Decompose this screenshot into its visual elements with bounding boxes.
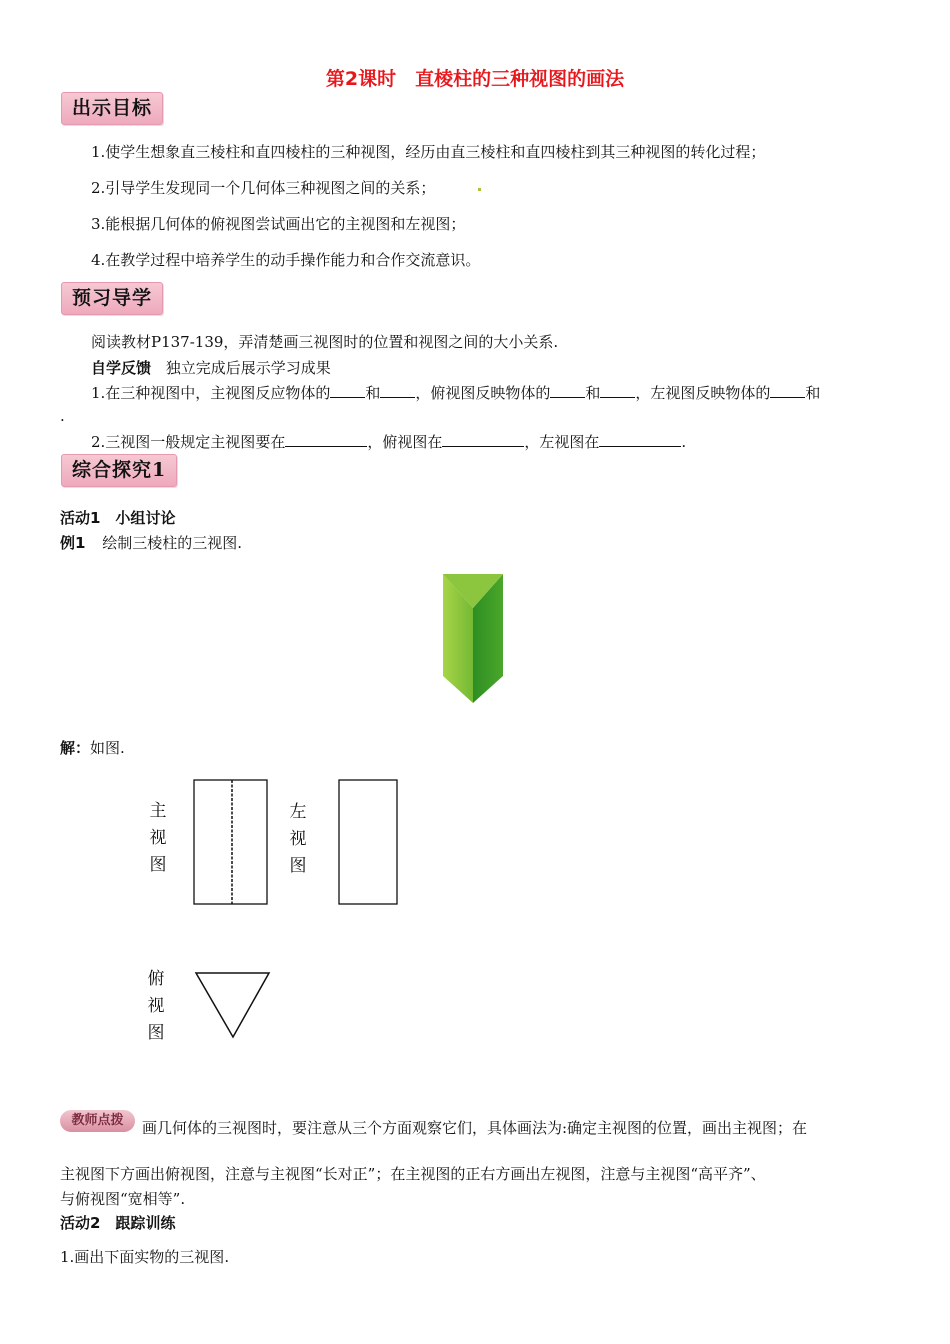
- front-view-drawing: [193, 779, 270, 907]
- triangular-prism-figure: [440, 572, 506, 706]
- left-view-rect: [339, 780, 397, 904]
- teacher-tip-line: 主视图下方画出俯视图，注意与主视图“长对正”；在主视图的正右方画出左视图，注意与主视图“高平齐”、: [60, 1165, 766, 1183]
- top-view-drawing: [193, 969, 273, 1041]
- question-text: 和: [585, 384, 601, 402]
- answer-blank[interactable]: [550, 383, 585, 398]
- example-label: 例1: [60, 534, 86, 552]
- question-text: ，左视图反映物体的: [635, 384, 771, 402]
- feedback-label: 自学反馈: [91, 359, 152, 377]
- front-view-label: 主视图: [149, 801, 167, 875]
- solution-text: 如图.: [90, 739, 125, 757]
- example-text: 绘制三棱柱的三视图.: [102, 534, 242, 552]
- goal-item: 2.引导学生发现同一个几何体三种视图之间的关系；: [91, 179, 436, 197]
- goal-item: 1.使学生想象直三棱柱和直四棱柱的三种视图，经历由直三棱柱和直四棱柱到其三种视图的转化过程；: [91, 143, 766, 161]
- answer-blank[interactable]: [330, 383, 365, 398]
- question-text: ，左视图在: [524, 433, 600, 451]
- section-badge-explore: 综合探究1: [61, 454, 177, 487]
- feedback-text: 独立完成后展示学习成果: [165, 359, 331, 377]
- question-2: [91, 431, 686, 452]
- left-view-label: 左视图: [289, 802, 307, 876]
- answer-blank[interactable]: [442, 432, 524, 447]
- teacher-tip-line: 与俯视图“宽相等”.: [60, 1190, 186, 1208]
- activity-2-question-1: 1.画出下面实物的三视图.: [60, 1248, 230, 1266]
- question-text: .: [681, 433, 687, 451]
- section-badge-goals: 出示目标: [61, 92, 163, 125]
- goal-item: 3.能根据几何体的俯视图尝试画出它的主视图和左视图；: [91, 215, 466, 233]
- top-view-label: 俯视图: [147, 969, 165, 1043]
- top-view-triangle: [196, 973, 269, 1037]
- teacher-tip-line: 画几何体的三视图时，要注意从三个方面观察它们，具体画法为:确定主视图的位置，画出主视图；在: [142, 1119, 808, 1137]
- question-1-end: .: [60, 407, 65, 425]
- answer-blank[interactable]: [599, 432, 681, 447]
- question-text: 和: [805, 384, 821, 402]
- front-view-rect: [194, 780, 267, 904]
- answer-blank[interactable]: [285, 432, 367, 447]
- teacher-tip-badge: 教师点拨: [60, 1110, 135, 1132]
- page-title: 第2课时 直棱柱的三种视图的画法: [325, 68, 625, 90]
- answer-blank[interactable]: [600, 383, 635, 398]
- decorative-dot: [478, 188, 481, 191]
- question-text: ，俯视图反映物体的: [415, 384, 551, 402]
- solution-label: 解：: [60, 739, 91, 757]
- activity-2-heading: 活动2 跟踪训练: [60, 1214, 176, 1232]
- answer-blank[interactable]: [770, 383, 805, 398]
- example-1: [60, 532, 242, 553]
- preview-reading: 阅读教材P137-139，弄清楚画三视图时的位置和视图之间的大小关系.: [91, 333, 559, 351]
- answer-blank[interactable]: [380, 383, 415, 398]
- question-text: ，俯视图在: [367, 433, 443, 451]
- question-text: 和: [365, 384, 381, 402]
- question-text: 2.三视图一般规定主视图要在: [91, 433, 286, 451]
- activity-1-heading: 活动1 小组讨论: [60, 509, 176, 527]
- self-study-feedback: [91, 357, 331, 378]
- section-badge-preview: 预习导学: [61, 282, 163, 315]
- question-text: 1.在三种视图中，主视图反应物体的: [91, 384, 331, 402]
- left-view-drawing: [338, 779, 400, 907]
- goal-item: 4.在教学过程中培养学生的动手操作能力和合作交流意识。: [91, 251, 481, 269]
- solution: [60, 737, 125, 758]
- question-1: [91, 382, 820, 403]
